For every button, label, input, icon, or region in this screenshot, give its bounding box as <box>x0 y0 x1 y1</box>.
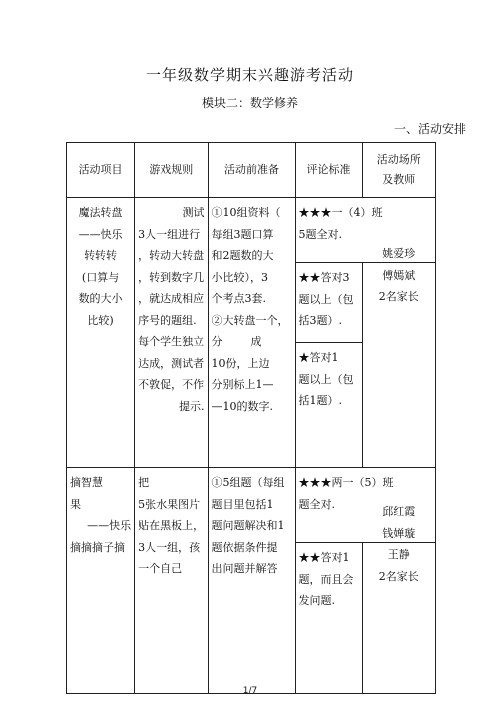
text-line: (口算与 <box>81 270 120 284</box>
text-line: 5张水果图片 <box>138 497 201 511</box>
text-line: 魔法转盘 <box>78 206 123 219</box>
header-venue-line: 活动场所 <box>376 153 421 166</box>
text-line: 题，而且会 <box>298 572 354 586</box>
text-line: ★★★两一（5）班 <box>298 476 394 489</box>
header-venue-line: 及教师 <box>382 173 416 186</box>
text-line: 题依据条件提 <box>211 540 278 554</box>
text-line: 贴在黑板上， <box>138 519 205 532</box>
header-rules: 游戏规则 <box>135 143 208 198</box>
section-title: 一、活动安排 <box>393 122 466 136</box>
page-title: 一年级数学期末兴趣游考活动 <box>145 66 354 84</box>
text-line: —10的数字. <box>211 399 273 413</box>
text-line: 出问题并解答 <box>211 562 278 575</box>
text-line: 题以上（包 <box>298 372 354 386</box>
text-line: 达成，测试者 <box>138 356 205 370</box>
activity-schedule-table <box>66 142 436 694</box>
text-line: ①10组资料（ <box>211 206 281 219</box>
text-line: ★答对1 <box>298 351 339 364</box>
text-line: 发问题. <box>298 594 335 607</box>
module-title: 模块二：数学修养 <box>201 96 298 110</box>
text-line: 题以上（包 <box>298 292 354 306</box>
text-line: 提示. <box>179 399 205 413</box>
text-line: ②大转盘一个， <box>211 313 289 327</box>
text-line: ①5组题（每组 <box>211 476 285 489</box>
header-criteria: 评论标准 <box>295 143 362 198</box>
text-line: ★★答对1 <box>298 551 350 564</box>
text-line: 分别标上1— <box>211 378 274 391</box>
row1-rules <box>135 198 208 468</box>
text-line: 王静 <box>387 548 410 561</box>
text-line: 和2题数的大 <box>211 249 274 262</box>
text-line: 括1题）. <box>298 394 342 407</box>
text-line: ——快乐 <box>87 519 132 532</box>
header-project: 活动项目 <box>67 143 135 198</box>
text-line: 钱婵璇 <box>382 526 416 540</box>
row1-criteria-mid <box>295 263 362 343</box>
text-line: 把 <box>138 476 150 489</box>
text-line: 3人一组进行 <box>138 227 201 241</box>
text-line: 姚爱珍 <box>382 247 416 260</box>
header-prep: 活动前准备 <box>208 143 295 198</box>
text-line: 一个自己 <box>138 562 183 575</box>
text-line: 不敦促，不作 <box>138 378 205 391</box>
text-line: 5题全对. <box>298 227 342 241</box>
text-line: ，转到数字几 <box>138 270 205 284</box>
text-line: 括3题）. <box>298 314 342 327</box>
page-number: 1/7 <box>242 686 258 696</box>
text-line: ★★★一（4）班 <box>298 206 383 219</box>
text-line: 题目里包括1 <box>211 497 274 511</box>
text-line: 果 <box>70 497 81 511</box>
text-line: 题问题解决和1 <box>211 519 285 532</box>
text-line: 2名家长 <box>378 569 419 583</box>
text-line: 个考点3套. <box>211 292 266 305</box>
row1-criteria-bottom <box>295 343 362 468</box>
row2-rules <box>135 468 208 694</box>
row2-criteria-bottom <box>295 543 362 694</box>
text-line: ，就达成相应 <box>138 292 205 305</box>
text-line: 3人一组，孩 <box>138 540 201 554</box>
text-line: 2名家长 <box>378 290 419 303</box>
text-line: ——快乐 <box>78 227 123 241</box>
row1-venue <box>362 247 435 468</box>
text-line: 比较) <box>87 313 114 327</box>
text-line: 小比较），3 <box>211 270 268 284</box>
row1-project <box>67 198 135 468</box>
text-line: ，转动大转盘 <box>138 249 205 262</box>
text-line: 每个学生独立 <box>138 335 205 348</box>
row2-venue <box>362 505 435 694</box>
text-line: 转转转 <box>84 249 118 262</box>
text-line: 测试 <box>182 206 205 219</box>
text-line: 序号的题组. <box>138 313 197 327</box>
text-line: ★★答对3 <box>298 271 350 284</box>
text-line: 10份，上边 <box>211 356 270 370</box>
text-line: 题全对. <box>298 497 335 511</box>
text-line: 数的大小 <box>78 292 123 305</box>
row2-project <box>67 468 135 694</box>
text-line: 邱红霞 <box>382 505 416 518</box>
text-line: 傅嫣斌 <box>382 268 416 282</box>
text-line: 摘摘摘子摘 <box>70 540 125 554</box>
text-line: 每组3题口算 <box>211 227 274 241</box>
header-venue <box>362 143 435 198</box>
row2-prep <box>208 468 295 694</box>
table-header-row <box>67 143 436 198</box>
row1-prep <box>208 198 295 468</box>
text-line: 摘智慧 <box>70 476 103 489</box>
text-line: 分 成 <box>211 335 262 348</box>
